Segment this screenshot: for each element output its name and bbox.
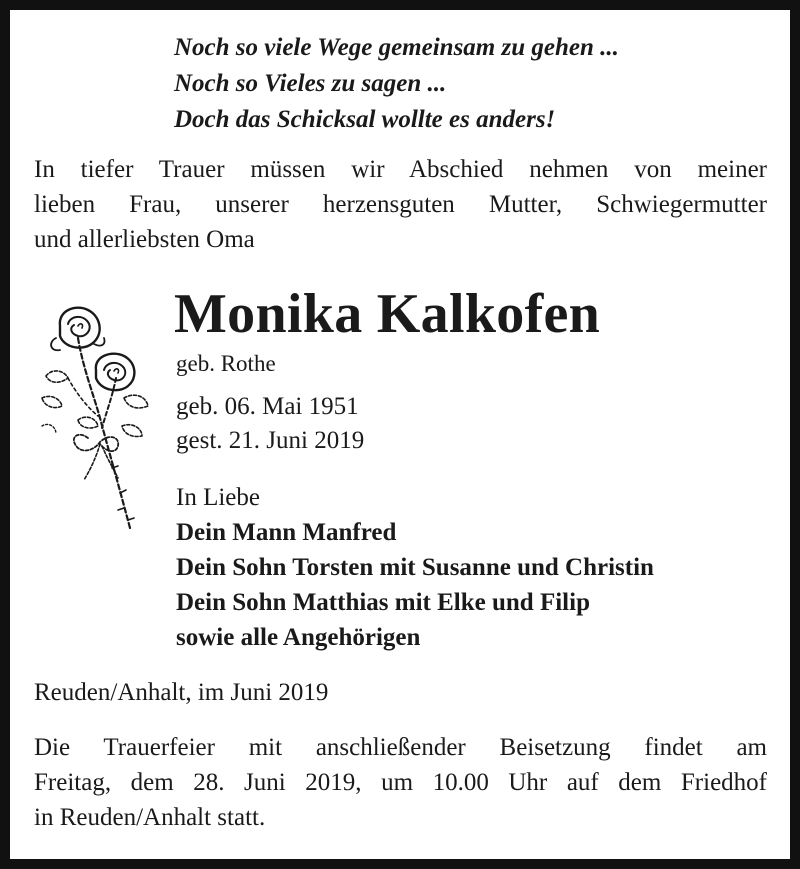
- maiden-name: geb. Rothe: [176, 351, 276, 376]
- service-line: in Reuden/Anhalt statt.: [34, 804, 266, 831]
- death-date: gest. 21. Juni 2019: [176, 427, 365, 454]
- poem-line: Noch so viele Wege gemeinsam zu gehen ...: [174, 34, 619, 61]
- funeral-service-text: [34, 730, 767, 835]
- service-line: Die Trauerfeier mit anschließender Beisetzung findet am: [34, 734, 767, 761]
- mourner-line: sowie alle Angehörigen: [176, 624, 421, 651]
- poem-line: Doch das Schicksal wollte es anders!: [174, 106, 556, 133]
- mourners-opening: In Liebe: [176, 484, 260, 511]
- poem: [174, 30, 619, 138]
- intro-line: lieben Frau, unserer herzensguten Mutter, Schwiegermutter: [34, 191, 767, 218]
- birth-date: geb. 06. Mai 1951: [176, 393, 359, 420]
- rose-icon: [38, 298, 153, 543]
- mourner-line: Dein Sohn Torsten mit Susanne und Christin: [176, 554, 654, 581]
- mourners: [176, 480, 654, 655]
- mourner-line: Dein Mann Manfred: [176, 519, 397, 546]
- service-line: Freitag, dem 28. Juni 2019, um 10.00 Uhr auf dem Friedhof: [34, 769, 767, 796]
- mourner-line: Dein Sohn Matthias mit Elke und Filip: [176, 589, 590, 616]
- intro-text: [34, 152, 767, 257]
- intro-line: In tiefer Trauer müssen wir Abschied nehmen von meiner: [34, 156, 767, 183]
- poem-line: Noch so Vieles zu sagen ...: [174, 70, 447, 97]
- intro-line: und allerliebsten Oma: [34, 226, 255, 253]
- life-dates: [176, 390, 364, 458]
- deceased-name: Monika Kalkofen: [174, 283, 601, 345]
- place-date: Reuden/Anhalt, im Juni 2019: [34, 679, 329, 706]
